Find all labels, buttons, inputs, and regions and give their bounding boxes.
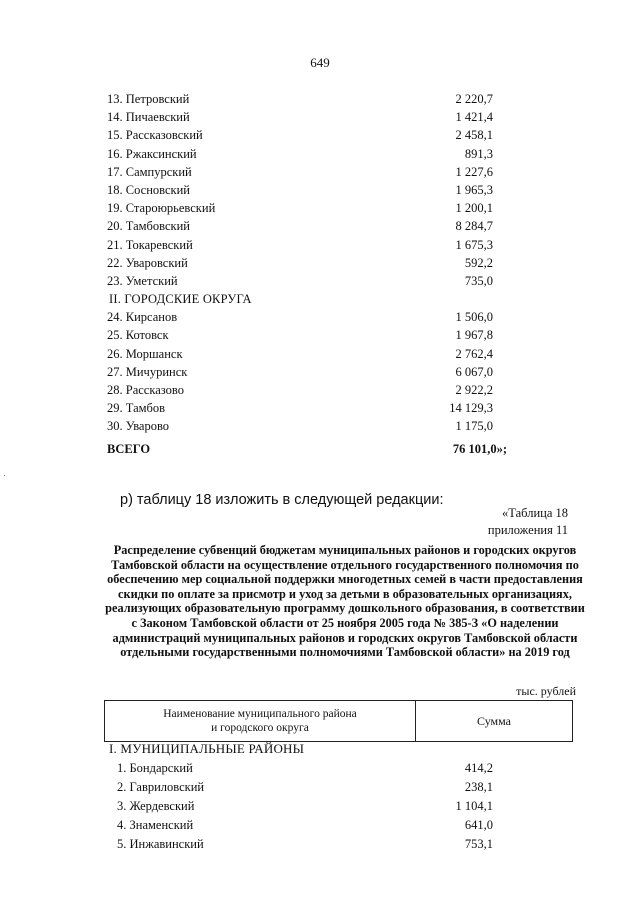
city-name: 26. Моршанск xyxy=(107,346,183,361)
district-name: 17. Сампурский xyxy=(107,164,192,179)
district-value: 891,3 xyxy=(464,146,493,161)
district-name: 5. Инжавинский xyxy=(117,837,204,851)
table-reference-line2: приложения 11 xyxy=(487,523,568,537)
district-value: 238,1 xyxy=(464,780,493,794)
amendment-instruction: р) таблицу 18 изложить в следующей редакции: xyxy=(120,492,444,508)
table-reference xyxy=(488,505,568,539)
column-header-name xyxy=(105,701,416,741)
district-name: 14. Пичаевский xyxy=(107,110,190,125)
list-item xyxy=(107,217,507,235)
column-header-name-line2: и городского округа xyxy=(211,722,309,734)
district-value: 1 227,6 xyxy=(455,164,493,179)
list-item xyxy=(107,254,507,272)
district-value: 1 675,3 xyxy=(455,237,493,252)
district-name: 13. Петровский xyxy=(107,92,190,106)
district-value: 592,2 xyxy=(464,255,493,270)
table-row xyxy=(107,835,507,854)
table-header xyxy=(104,700,573,742)
column-header-sum: Сумма xyxy=(477,713,511,728)
district-name: 21. Токаревский xyxy=(107,237,193,252)
table-heading: Распределение субвенций бюджетам муниципальных районов и городских округов Тамбовской области на осуществление отдельного государственного полномочия по обеспечению мер социальной поддержки многодетных семей в части предоставления скидки по оплате за присмотр и уход за детьми в образовательных организациях, реализующих образовательную программу дошкольного образования, в соответствии с Законом Тамбовской области от 25 ноября 2005 года № 385-З «О наделении администраций муниципальных районов и городских округов Тамбовской области отдельными государственными полномочиями Тамбовской области» на 2019 год xyxy=(105,543,585,660)
list-item xyxy=(107,381,507,399)
city-value: 1 506,0 xyxy=(455,310,493,325)
table-row xyxy=(107,778,507,797)
list-item xyxy=(107,363,507,381)
list-item xyxy=(107,90,507,108)
list-item xyxy=(107,345,507,363)
table-reference-line1: «Таблица 18 xyxy=(502,506,568,520)
district-value: 641,0 xyxy=(464,818,493,832)
district-name: 1. Бондарский xyxy=(117,761,193,775)
page-number: 649 xyxy=(310,55,330,70)
total-label: ВСЕГО xyxy=(107,441,151,456)
table-body xyxy=(107,740,507,854)
list-item xyxy=(107,399,507,417)
section-heading-city-districts xyxy=(107,290,507,308)
district-value: 1 421,4 xyxy=(455,110,493,125)
district-name: 3. Жердевский xyxy=(117,799,195,813)
table-row xyxy=(107,759,507,778)
district-value: 2 220,7 xyxy=(455,92,493,106)
district-name: 15. Рассказовский xyxy=(107,128,203,143)
district-name: 18. Сосновский xyxy=(107,182,190,197)
district-name: 19. Староюрьевский xyxy=(107,201,216,216)
list-item xyxy=(107,145,507,163)
list-item xyxy=(107,272,507,290)
district-name: 16. Ржаксинский xyxy=(107,146,197,161)
total-row xyxy=(107,440,507,458)
city-name: 24. Кирсанов xyxy=(107,310,178,325)
city-name: 28. Рассказово xyxy=(107,383,184,397)
city-value: 1 967,8 xyxy=(455,328,493,343)
city-value: 14 129,3 xyxy=(449,401,493,416)
list-item xyxy=(107,308,507,326)
city-name: 25. Котовск xyxy=(107,328,169,343)
column-header-name-line1: Наименование муниципального района xyxy=(163,708,357,720)
units-label: тыс. рублей xyxy=(516,684,576,698)
district-name: 23. Уметский xyxy=(107,273,178,288)
district-value: 8 284,7 xyxy=(455,219,493,234)
district-name: 4. Знаменский xyxy=(117,818,194,832)
table-row xyxy=(107,816,507,835)
list-item xyxy=(107,181,507,199)
city-value: 2 762,4 xyxy=(455,346,493,361)
city-value: 6 067,0 xyxy=(455,364,493,379)
margin-mark xyxy=(4,475,5,476)
list-item xyxy=(107,126,507,144)
section-title: II. ГОРОДСКИЕ ОКРУГА xyxy=(109,292,252,307)
district-name: 22. Уваровский xyxy=(107,255,188,270)
district-value: 1 965,3 xyxy=(455,182,493,197)
district-value: 2 458,1 xyxy=(455,128,493,143)
city-name: 27. Мичуринск xyxy=(107,364,188,379)
total-value: 76 101,0»; xyxy=(452,441,507,456)
district-value: 1 200,1 xyxy=(455,201,493,216)
city-name: 29. Тамбов xyxy=(107,401,166,416)
district-value: 735,0 xyxy=(464,273,493,288)
list-item xyxy=(107,326,507,344)
section-heading-municipal-districts xyxy=(107,740,507,759)
district-value: 753,1 xyxy=(464,837,493,851)
city-value: 1 175,0 xyxy=(455,419,493,434)
district-value: 414,2 xyxy=(464,761,493,775)
district-name: 20. Тамбовский xyxy=(107,219,190,234)
district-list-continued xyxy=(107,90,507,458)
city-value: 2 922,2 xyxy=(455,383,493,397)
list-item xyxy=(107,236,507,254)
table-row xyxy=(107,797,507,816)
city-name: 30. Уварово xyxy=(107,419,170,434)
list-item xyxy=(107,417,507,435)
district-value: 1 104,1 xyxy=(455,799,493,813)
list-item xyxy=(107,199,507,217)
list-item xyxy=(107,163,507,181)
district-name: 2. Гавриловский xyxy=(117,780,205,794)
list-item xyxy=(107,108,507,126)
section-title: I. МУНИЦИПАЛЬНЫЕ РАЙОНЫ xyxy=(109,741,305,756)
